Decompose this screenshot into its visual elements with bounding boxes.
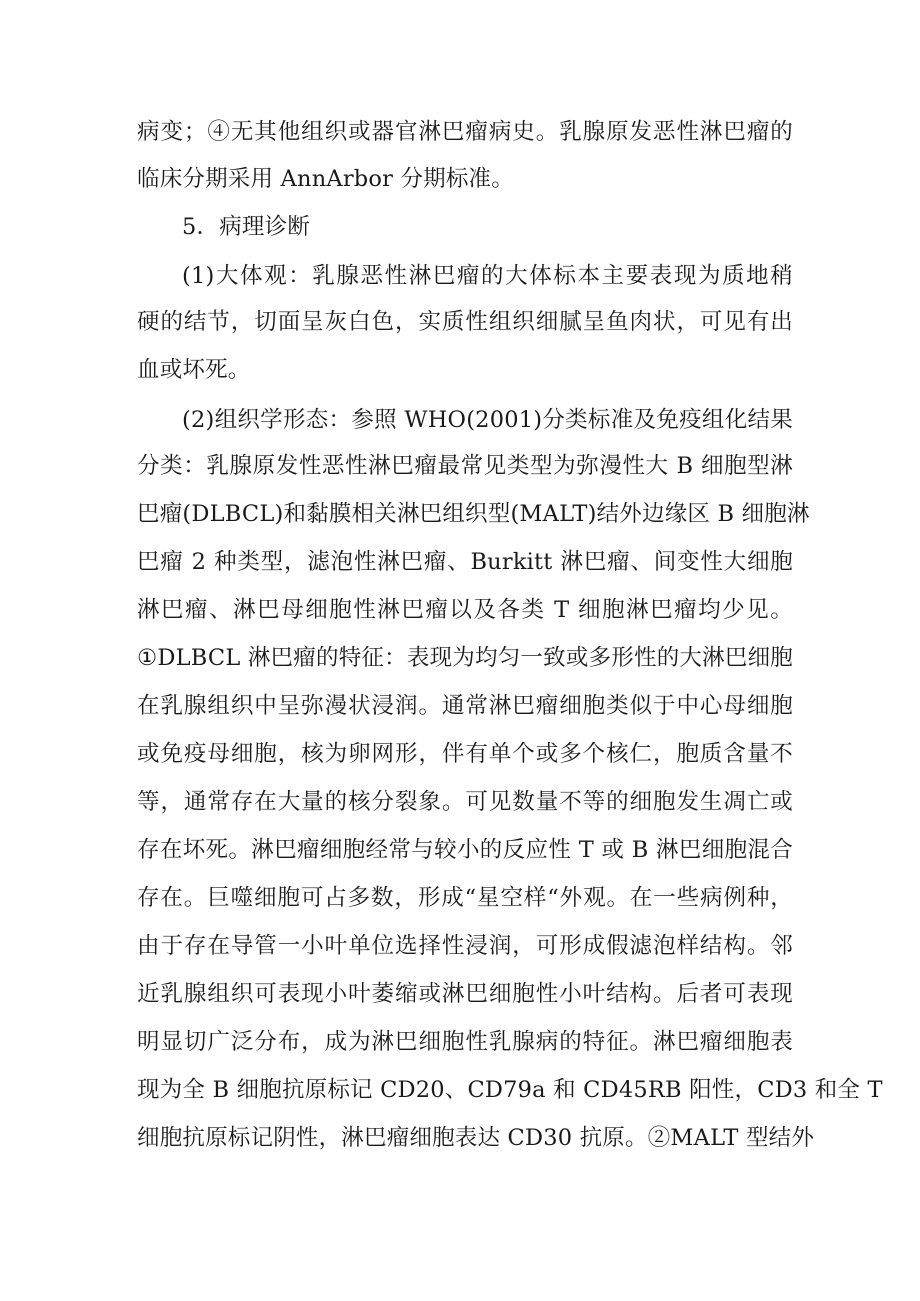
text-line-12: ①DLBCL 淋巴瘤的特征：表现为均匀一致或多形性的大淋巴细胞: [137, 645, 793, 671]
text-line-11: 淋巴瘤、淋巴母细胞性淋巴瘤以及各类 T 细胞淋巴瘤均少见。: [137, 597, 793, 623]
text-line-9: 巴瘤(DLBCL)和黏膜相关淋巴组织型(MALT)结外边缘区 B 细胞淋: [137, 501, 810, 527]
text-line-5: 硬的结节，切面呈灰白色，实质性组织细腻呈鱼肉状，可见有出: [137, 309, 793, 335]
text-line-8: 分类：乳腺原发性恶性淋巴瘤最常见类型为弥漫性大 B 细胞型淋: [137, 453, 793, 479]
text-line-16: 存在坏死。淋巴瘤细胞经常与较小的反应性 T 或 B 淋巴细胞混合: [137, 837, 793, 863]
text-line-19: 近乳腺组织可表现小叶萎缩或淋巴细胞性小叶结构。后者可表现: [137, 981, 793, 1007]
text-line-7: (2)组织学形态：参照 WHO(2001)分类标准及免疫组化结果: [182, 407, 793, 433]
text-line-13: 在乳腺组织中呈弥漫状浸润。通常淋巴瘤细胞类似于中心母细胞: [137, 693, 793, 719]
text-line-6: 血或坏死。: [137, 357, 251, 383]
text-line-21: 现为全 B 细胞抗原标记 CD20、CD79a 和 CD45RB 阳性，CD3 和全 T: [137, 1077, 883, 1103]
text-line-20: 明显切广泛分布，成为淋巴细胞性乳腺病的特征。淋巴瘤细胞表: [137, 1029, 793, 1055]
text-line-1: 病变；④无其他组织或器官淋巴瘤病史。乳腺原发恶性淋巴瘤的: [137, 119, 793, 145]
text-line-2: 临床分期采用 AnnArbor 分期标准。: [137, 166, 514, 192]
section-heading-pathology: 5．病理诊断: [182, 214, 311, 240]
text-line-22: 细胞抗原标记阴性，淋巴瘤细胞表达 CD30 抗原。②MALT 型结外: [137, 1125, 815, 1151]
text-line-15: 等，通常存在大量的核分裂象。可见数量不等的细胞发生凋亡或: [137, 789, 793, 815]
text-line-4: (1)大体观：乳腺恶性淋巴瘤的大体标本主要表现为质地稍: [182, 263, 793, 289]
text-line-18: 由于存在导管一小叶单位选择性浸润，可形成假滤泡样结构。邻: [137, 933, 793, 959]
text-line-17: 存在。巨噬细胞可占多数，形成“星空样“外观。在一些病例种，: [137, 885, 793, 911]
text-line-10: 巴瘤 2 种类型，滤泡性淋巴瘤、Burkitt 淋巴瘤、间变性大细胞: [137, 549, 793, 575]
text-line-14: 或免疫母细胞，核为卵网形，伴有单个或多个核仁，胞质含量不: [137, 741, 793, 767]
